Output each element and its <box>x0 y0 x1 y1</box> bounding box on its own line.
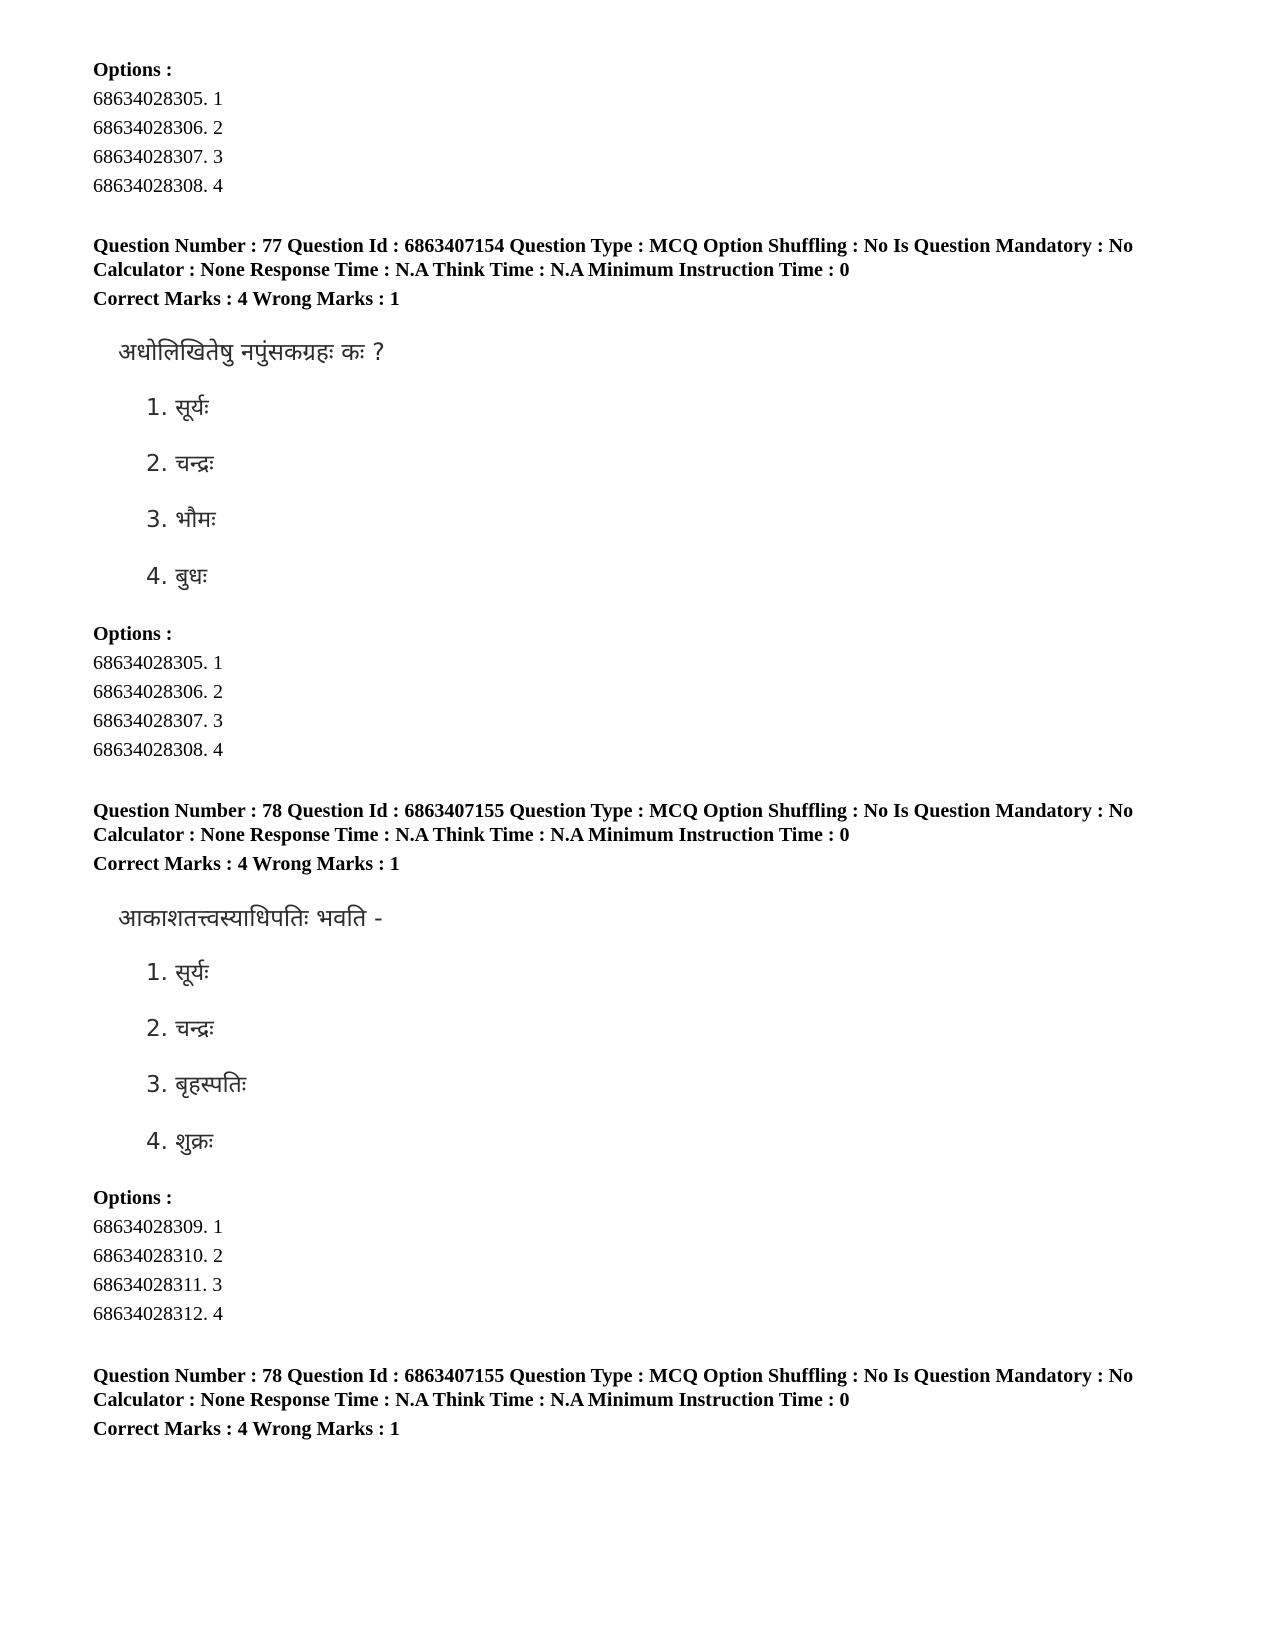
option-line: 68634028307. 3 <box>93 710 223 732</box>
question-meta: Question Number : 78 Question Id : 6863407155 Question Type : MCQ Option Shuffling : No Is Question Mandatory : No Calculator : None Response Time : N.A Think Time : N.A Minimum Instruction Time : 0 <box>93 1365 1134 1411</box>
option-line: 68634028312. 4 <box>93 1303 223 1325</box>
choice-text: 4. बुधः <box>146 564 208 590</box>
options-block <box>93 620 1213 765</box>
options-block <box>93 56 1213 201</box>
option-line: 68634028306. 2 <box>93 117 223 139</box>
choice-text: 2. चन्द्रः <box>146 1016 214 1042</box>
choice-text: 4. शुक्रः <box>146 1129 214 1155</box>
options-title: Options : <box>93 59 173 81</box>
question-image <box>118 903 383 933</box>
option-line: 68634028310. 2 <box>93 1245 223 1267</box>
question-marks: Correct Marks : 4 Wrong Marks : 1 <box>93 853 400 875</box>
choice-text: 3. भौमः <box>146 507 216 533</box>
choice-text: 1. सूर्यः <box>146 395 209 421</box>
options-title: Options : <box>93 623 173 645</box>
question-marks: Correct Marks : 4 Wrong Marks : 1 <box>93 1418 400 1440</box>
choice-text: 3. बृहस्पतिः <box>146 1072 247 1098</box>
option-line: 68634028305. 1 <box>93 88 223 110</box>
options-title: Options : <box>93 1187 173 1209</box>
question-marks: Correct Marks : 4 Wrong Marks : 1 <box>93 288 400 310</box>
option-line: 68634028309. 1 <box>93 1216 223 1238</box>
question-header <box>93 234 1213 311</box>
question-stem: अधोलिखितेषु नपुंसकग्रहः कः ? <box>118 338 385 366</box>
choice-text: 2. चन्द्रः <box>146 451 214 477</box>
question-meta: Question Number : 77 Question Id : 6863407154 Question Type : MCQ Option Shuffling : No Is Question Mandatory : No Calculator : None Response Time : N.A Think Time : N.A Minimum Instruction Time : 0 <box>93 235 1134 281</box>
option-line: 68634028305. 1 <box>93 652 223 674</box>
option-line: 68634028308. 4 <box>93 175 223 197</box>
option-line: 68634028307. 3 <box>93 146 223 168</box>
option-line: 68634028306. 2 <box>93 681 223 703</box>
question-header <box>93 1364 1213 1441</box>
options-block <box>93 1184 1213 1329</box>
question-image <box>118 337 385 367</box>
question-meta: Question Number : 78 Question Id : 6863407155 Question Type : MCQ Option Shuffling : No Is Question Mandatory : No Calculator : None Response Time : N.A Think Time : N.A Minimum Instruction Time : 0 <box>93 800 1134 846</box>
choice-text: 1. सूर्यः <box>146 960 209 986</box>
question-header <box>93 799 1213 876</box>
option-line: 68634028311. 3 <box>93 1274 223 1296</box>
question-stem: आकाशतत्त्वस्याधिपतिः भवति - <box>118 904 383 932</box>
option-line: 68634028308. 4 <box>93 739 223 761</box>
